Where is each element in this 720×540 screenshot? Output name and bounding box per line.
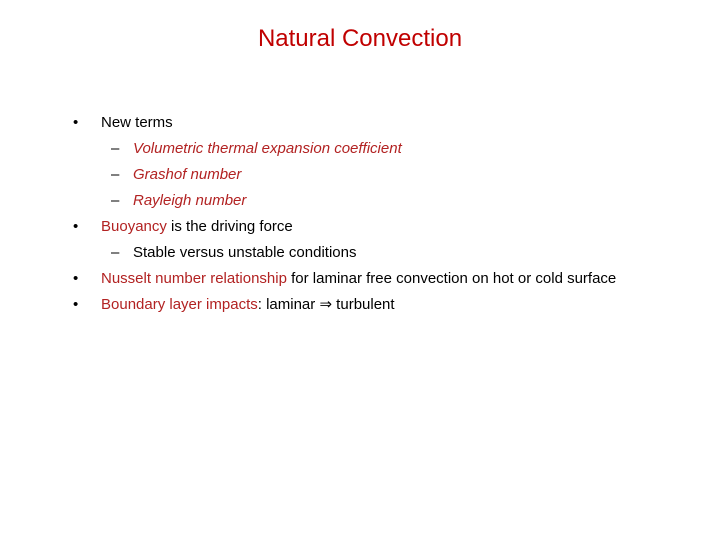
bullet-text: New terms	[101, 114, 173, 131]
bullet-text: for laminar free convection on hot or cold surface	[286, 270, 617, 287]
bullet-item	[0, 216, 641, 238]
bullet-icon: •	[73, 270, 79, 287]
sub-item-text: Stable versus unstable conditions	[133, 244, 357, 261]
bullet-text: : laminar	[257, 296, 320, 313]
bullet-item	[0, 112, 641, 134]
bullet-icon: •	[73, 296, 79, 313]
sub-item	[0, 138, 720, 160]
bullet-item	[0, 294, 641, 316]
implies-arrow-icon: ⇒	[319, 296, 333, 313]
bullet-text: is the driving force	[166, 218, 293, 235]
bullet-icon: •	[73, 218, 79, 235]
bullet-highlight: Nusselt number relationship	[101, 270, 287, 287]
dash-icon: –	[111, 192, 120, 209]
sub-item	[0, 164, 720, 186]
bullet-tail-text: turbulent	[332, 296, 395, 313]
bullet-item	[0, 268, 641, 290]
sub-item-text: Grashof number	[133, 166, 242, 183]
dash-icon: –	[111, 140, 120, 157]
slide-body	[0, 112, 720, 320]
sub-item-text: Volumetric thermal expansion coefficient	[133, 140, 402, 157]
sub-item	[0, 190, 720, 212]
bullet-icon: •	[73, 114, 79, 131]
sub-item	[0, 242, 720, 264]
bullet-highlight: Buoyancy	[101, 218, 167, 235]
dash-icon: –	[111, 244, 120, 261]
bullet-highlight: Boundary layer impacts	[101, 296, 258, 313]
sub-item-text: Rayleigh number	[133, 192, 247, 209]
slide-title: Natural Convection	[257, 25, 463, 52]
dash-icon: –	[111, 166, 120, 183]
